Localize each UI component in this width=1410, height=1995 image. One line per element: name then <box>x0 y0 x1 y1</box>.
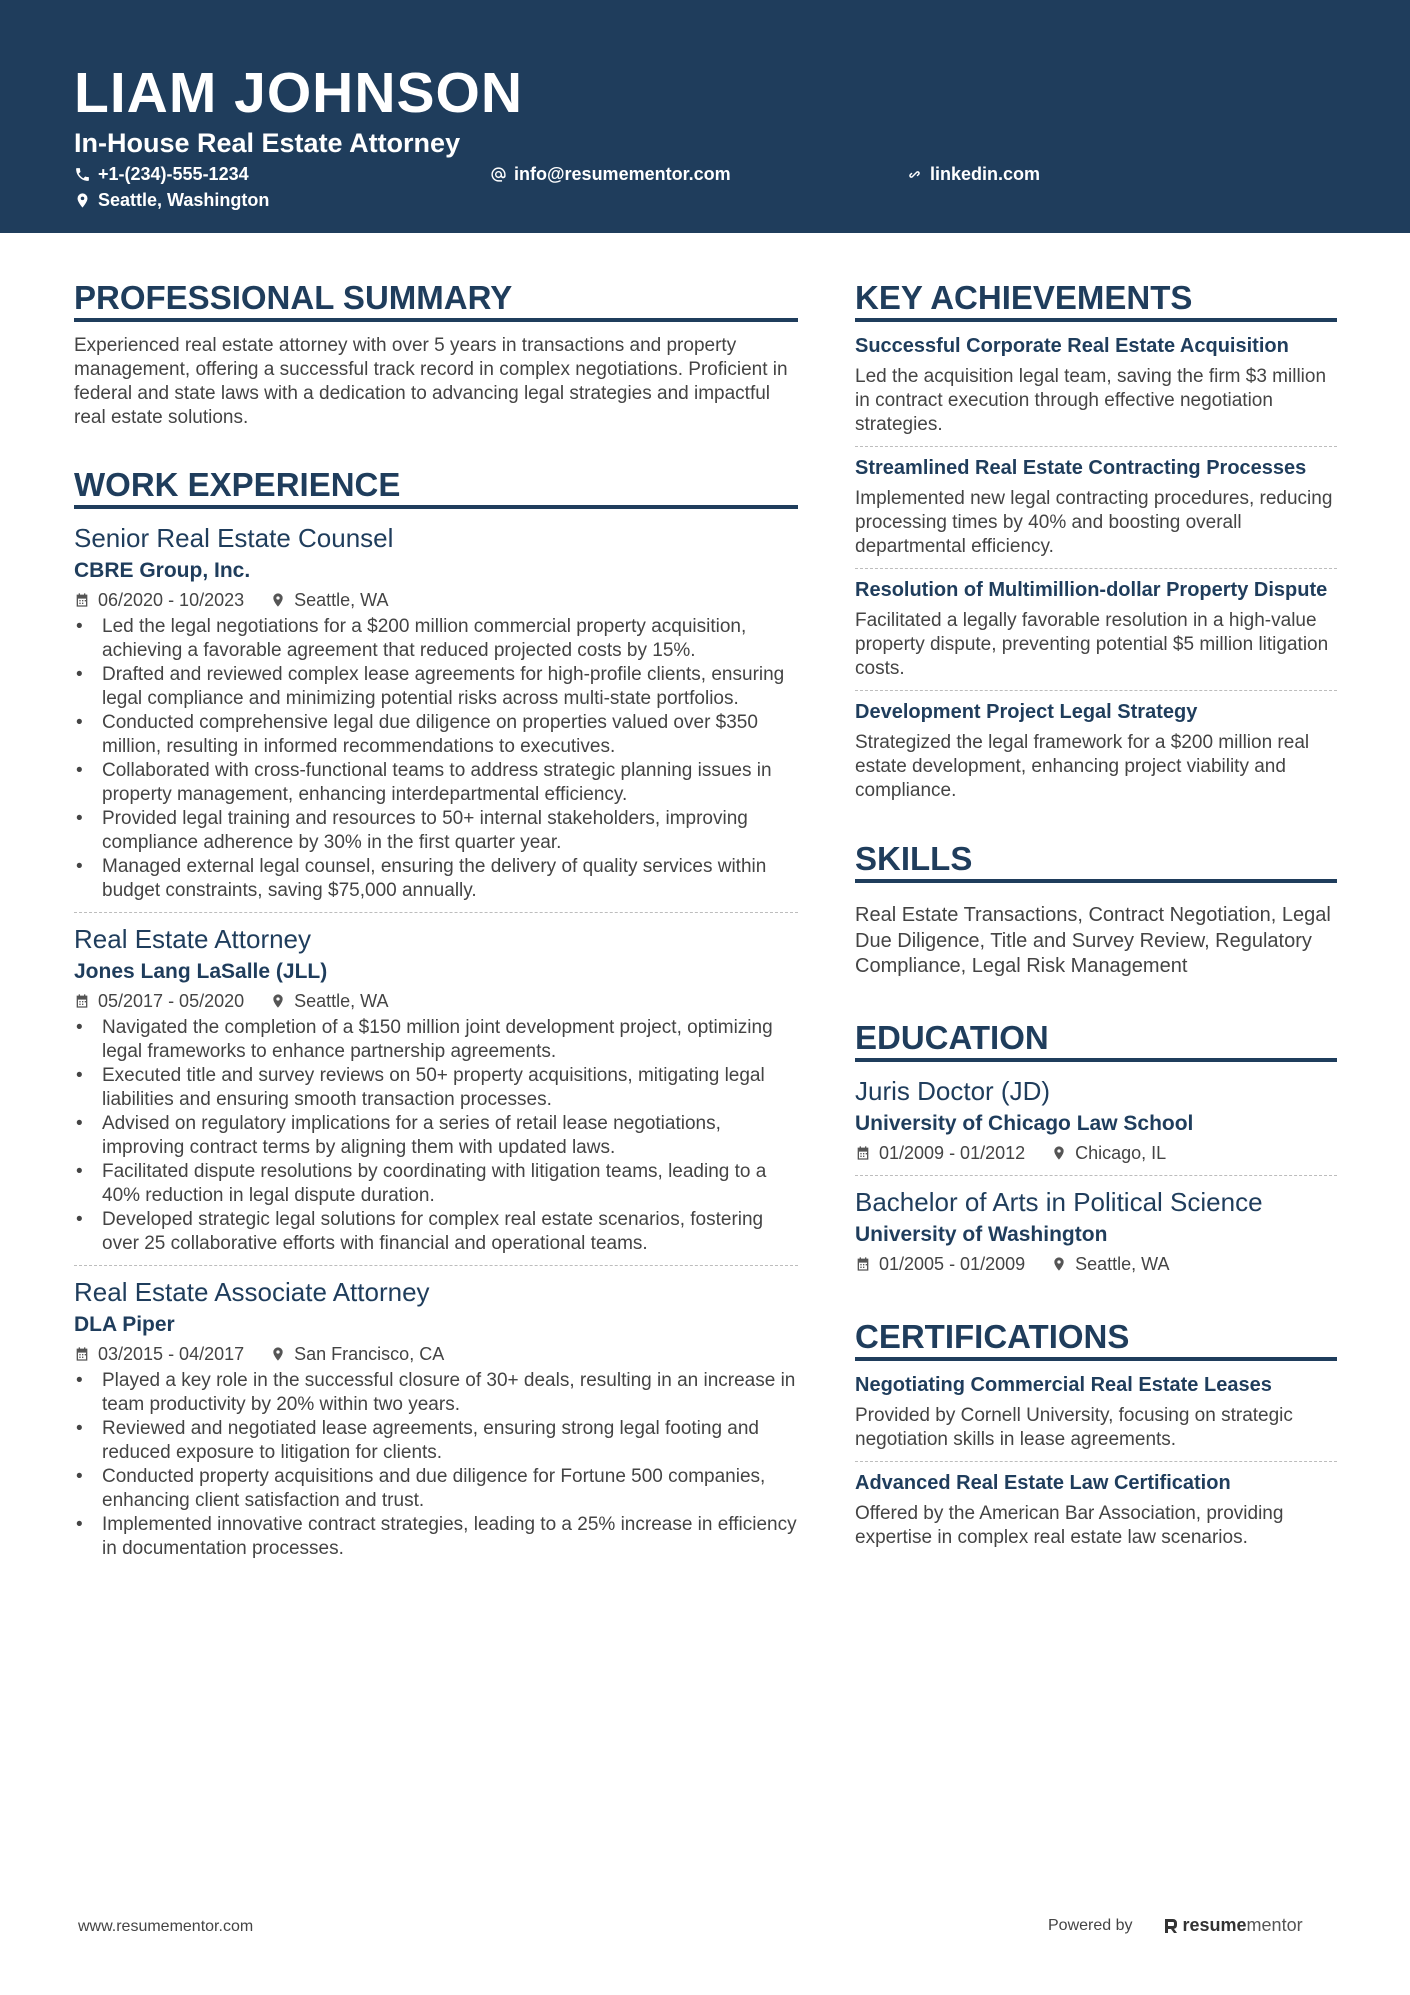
bullet-item: • Developed strategic legal solutions for complex real estate scenarios, fostering over 25 collaborative efforts with financial and operational teams. <box>102 1208 798 1256</box>
bullet-item: • Advised on regulatory implications for a series of retail lease negotiations, improving contract terms by aligning them with updated laws. <box>102 1112 798 1160</box>
education-meta <box>855 1251 1337 1277</box>
divider <box>855 446 1337 447</box>
job-location-text: Seattle, WA <box>294 991 389 1011</box>
achievement-text: Led the acquisition legal team, saving the firm $3 million in contract execution through effective negotiation strategies. <box>855 366 1327 435</box>
resumementor-logo-icon <box>1163 1917 1179 1935</box>
bullet-item: • Executed title and survey reviews on 50+ property acquisitions, mitigating legal liabilities and ensuring smooth transaction processes. <box>102 1064 798 1112</box>
map-pin-icon <box>270 1346 286 1362</box>
education-degree: Bachelor of Arts in Political Science <box>855 1186 1263 1217</box>
location-text: Seattle, Washington <box>98 190 270 210</box>
bullet-item: • Provided legal training and resources to 50+ internal stakeholders, improving compliance adherence by 30% in the first quarter year. <box>102 807 798 855</box>
contact-linkedin[interactable] <box>906 162 1040 186</box>
at-icon <box>490 166 507 183</box>
bullet-item: • Implemented innovative contract strategies, leading to a 25% increase in efficiency in documentation processes. <box>102 1513 798 1561</box>
education-dates: 01/2009 - 01/2012 <box>879 1142 1026 1163</box>
contact-location <box>74 188 269 212</box>
map-pin-icon <box>1051 1256 1067 1272</box>
education-location <box>1051 1251 1169 1277</box>
education-dates: 01/2005 - 01/2009 <box>879 1253 1026 1274</box>
achievement-item <box>855 456 1337 559</box>
job-location <box>270 1341 444 1367</box>
map-pin-icon <box>270 592 286 608</box>
achievement-item <box>855 578 1337 681</box>
calendar-icon <box>74 592 90 608</box>
divider <box>855 1175 1337 1176</box>
calendar-icon <box>74 993 90 1009</box>
achievement-title: Streamlined Real Estate Contracting Processes <box>855 457 1307 479</box>
calendar-icon <box>855 1256 871 1272</box>
certification-text: Offered by the American Bar Association, providing expertise in complex real estate law scenarios. <box>855 1502 1284 1548</box>
job-entry <box>74 1275 798 1561</box>
footer-powered <box>1048 1915 1303 1936</box>
achievement-item <box>855 700 1337 803</box>
education-school: University of Washington <box>855 1222 1108 1246</box>
phone-text: +1-(234)-555-1234 <box>98 164 249 184</box>
certifications-heading: CERTIFICATIONS <box>855 1317 1337 1361</box>
certification-item <box>855 1373 1337 1452</box>
footer-website[interactable]: www.resumementor.com <box>78 1918 254 1935</box>
job-company: DLA Piper <box>74 1313 175 1336</box>
brand-mentor: mentor <box>1246 1915 1303 1935</box>
achievement-text: Strategized the legal framework for a $200 million real estate development, enhancing project viability and compliance. <box>855 732 1310 801</box>
education-heading: EDUCATION <box>855 1018 1337 1062</box>
bullet-item: • Drafted and reviewed complex lease agreements for high-profile clients, ensuring legal compliance and minimizing potential risks across multi-state portfolios. <box>102 663 798 711</box>
candidate-title: In-House Real Estate Attorney <box>74 128 461 158</box>
certification-text: Provided by Cornell University, focusing on strategic negotiation skills in lease agreements. <box>855 1404 1293 1450</box>
link-icon <box>906 166 923 183</box>
education-location-text: Chicago, IL <box>1075 1142 1167 1163</box>
achievement-text: Implemented new legal contracting procedures, reducing processing times by 40% and boosting overall departmental efficiency. <box>855 488 1333 557</box>
candidate-name: LIAM JOHNSON <box>74 61 524 125</box>
achievement-title: Successful Corporate Real Estate Acquisition <box>855 335 1289 357</box>
divider <box>74 912 798 913</box>
powered-by-text: Powered by <box>1048 1916 1133 1934</box>
job-bullets <box>74 1016 798 1256</box>
bullet-item: • Facilitated dispute resolutions by coordinating with litigation teams, leading to a 40% reduction in legal dispute duration. <box>102 1160 798 1208</box>
education-degree: Juris Doctor (JD) <box>855 1075 1051 1106</box>
job-dates: 05/2017 - 05/2020 <box>98 991 245 1011</box>
job-entry <box>74 922 798 1256</box>
education-item <box>855 1185 1337 1277</box>
job-title: Real Estate Attorney <box>74 924 312 954</box>
bullet-item: • Collaborated with cross-functional teams to address strategic planning issues in property management, enhancing interdepartmental efficiency. <box>102 759 798 807</box>
map-pin-icon <box>74 192 91 209</box>
skills-heading: SKILLS <box>855 839 1337 883</box>
contact-phone <box>74 162 249 186</box>
brand-logo[interactable] <box>1163 1915 1303 1936</box>
bullet-item: • Managed external legal counsel, ensuring the delivery of quality services within budget constraints, saving $75,000 annually. <box>102 855 798 903</box>
job-location-text: Seattle, WA <box>294 590 389 610</box>
right-column <box>855 278 1337 1550</box>
education-location-text: Seattle, WA <box>1075 1253 1170 1274</box>
job-bullets <box>74 1369 798 1561</box>
skills-text: Real Estate Transactions, Contract Negotiation, Legal Due Diligence, Title and Survey Review, Regulatory Compliance, Legal Risk Management <box>855 904 1331 977</box>
summary-heading: PROFESSIONAL SUMMARY <box>74 278 798 322</box>
linkedin-text[interactable]: linkedin.com <box>930 164 1041 184</box>
map-pin-icon <box>270 993 286 1009</box>
map-pin-icon <box>1051 1145 1067 1161</box>
left-column <box>74 278 798 1561</box>
divider <box>855 690 1337 691</box>
summary-text: Experienced real estate attorney with over 5 years in transactions and property management, offering a successful track record in complex negotiations. Proficient in federal and state laws with a dedication to advancing legal strategies and impactful real estate solutions. <box>74 335 788 428</box>
bullet-item: • Played a key role in the successful closure of 30+ deals, resulting in an increase in team productivity by 20% within two years. <box>102 1369 798 1417</box>
bullet-item: • Led the legal negotiations for a $200 million commercial property acquisition, achieving a favorable agreement that reduced projected costs by 15%. <box>102 615 798 663</box>
certification-title: Advanced Real Estate Law Certification <box>855 1471 1231 1494</box>
education-school: University of Chicago Law School <box>855 1111 1194 1135</box>
job-location-text: San Francisco, CA <box>294 1344 445 1364</box>
experience-heading: WORK EXPERIENCE <box>74 465 798 509</box>
brand-resume: resume <box>1182 1915 1247 1935</box>
education-meta <box>855 1140 1337 1166</box>
bullet-item: • Conducted comprehensive legal due diligence on properties valued over $350 million, resulting in informed recommendations to executives. <box>102 711 798 759</box>
job-location <box>270 587 388 613</box>
email-text[interactable]: info@resumementor.com <box>514 164 731 184</box>
job-meta <box>74 988 798 1014</box>
job-dates: 03/2015 - 04/2017 <box>98 1344 245 1364</box>
contact-email[interactable] <box>490 162 731 186</box>
bullet-item: • Reviewed and negotiated lease agreements, ensuring strong legal footing and reduced exposure to litigation for clients. <box>102 1417 798 1465</box>
job-dates: 06/2020 - 10/2023 <box>98 590 245 610</box>
education-location <box>1051 1140 1166 1166</box>
achievement-title: Resolution of Multimillion-dollar Property Dispute <box>855 579 1328 601</box>
phone-icon <box>74 166 91 183</box>
job-title: Real Estate Associate Attorney <box>74 1277 430 1307</box>
bullet-item: • Navigated the completion of a $150 million joint development project, optimizing legal frameworks to enhance partnership agreements. <box>102 1016 798 1064</box>
calendar-icon <box>74 1346 90 1362</box>
job-title: Senior Real Estate Counsel <box>74 523 394 553</box>
job-entry <box>74 521 798 903</box>
resume-header <box>0 0 1410 233</box>
achievements-heading: KEY ACHIEVEMENTS <box>855 278 1337 322</box>
job-meta <box>74 1341 798 1367</box>
achievement-title: Development Project Legal Strategy <box>855 701 1198 723</box>
job-company: CBRE Group, Inc. <box>74 559 251 582</box>
certification-title: Negotiating Commercial Real Estate Leases <box>855 1373 1272 1396</box>
achievement-item <box>855 334 1337 437</box>
divider <box>855 568 1337 569</box>
divider <box>855 1461 1337 1462</box>
job-meta <box>74 587 798 613</box>
job-bullets <box>74 615 798 903</box>
bullet-item: • Conducted property acquisitions and due diligence for Fortune 500 companies, enhancing client satisfaction and trust. <box>102 1465 798 1513</box>
certification-item <box>855 1471 1337 1550</box>
calendar-icon <box>855 1145 871 1161</box>
job-location <box>270 988 388 1014</box>
divider <box>74 1265 798 1266</box>
achievement-text: Facilitated a legally favorable resolution in a high-value property dispute, preventing potential $5 million litigation costs. <box>855 610 1329 679</box>
job-company: Jones Lang LaSalle (JLL) <box>74 960 328 983</box>
education-item <box>855 1074 1337 1166</box>
